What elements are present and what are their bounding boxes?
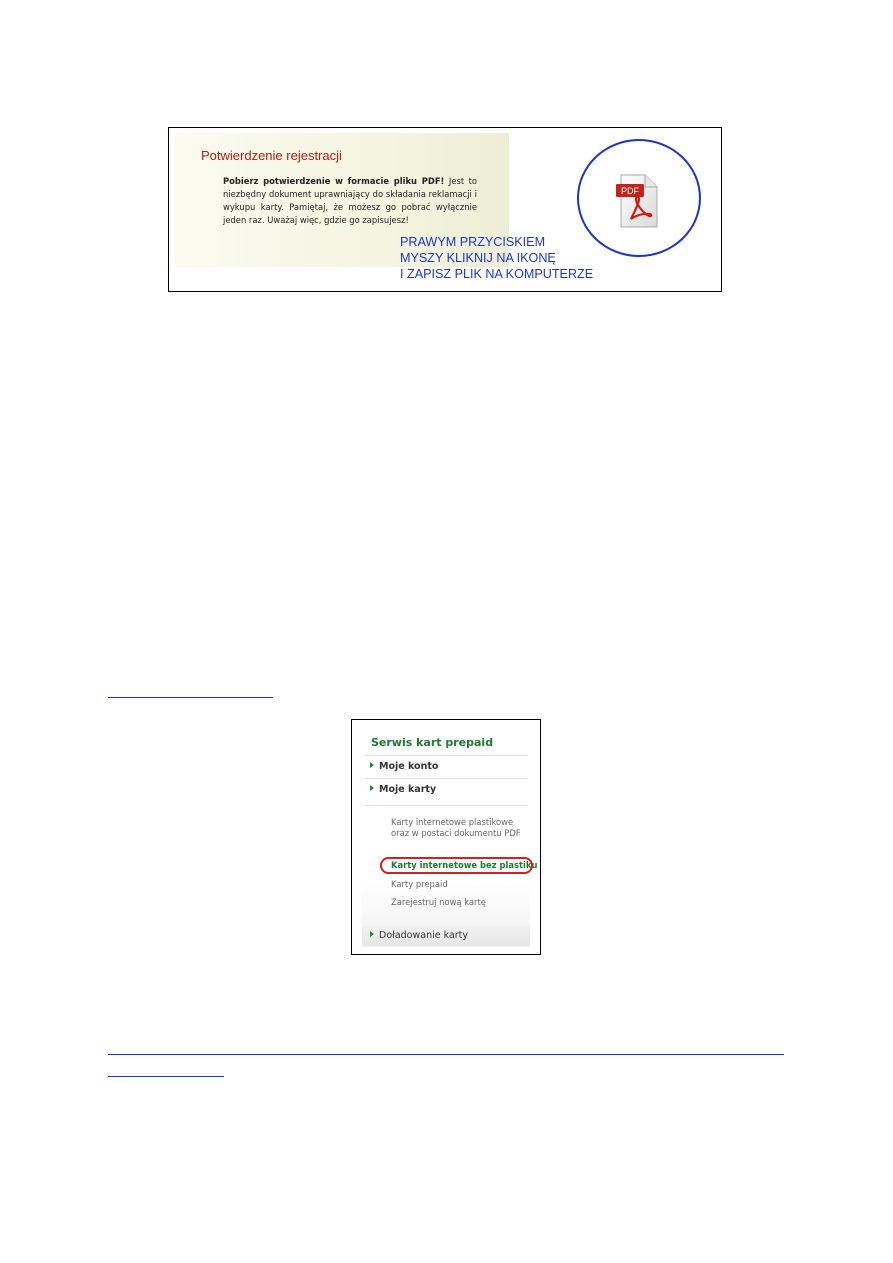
menu-item-label: Moje konto — [379, 761, 439, 772]
sub-item-prepaid-cards[interactable]: Karty prepaid — [391, 879, 448, 889]
pdf-file-icon[interactable] — [615, 173, 659, 229]
divider — [364, 755, 528, 756]
sub-item-plastic-cards[interactable]: Karty internetowe plastikowe — [391, 817, 514, 827]
menu-item-moje-karty[interactable] — [370, 784, 436, 795]
hyperlink-underline[interactable] — [108, 1076, 224, 1077]
instruction-text — [400, 234, 593, 282]
sub-item-plastic-cards-line2[interactable]: oraz w postaci dokumentu PDF — [391, 828, 521, 838]
sub-item-cards-without-plastic[interactable]: Karty internetowe bez plastiku — [391, 860, 538, 870]
menu-item-label: Moje karty — [379, 784, 437, 795]
sub-item-register-card[interactable]: Zarejestruj nową kartę — [391, 897, 486, 907]
divider — [364, 805, 528, 806]
highlight-oval — [380, 857, 533, 874]
registration-confirmation-figure — [168, 127, 722, 292]
divider — [364, 778, 528, 779]
arrow-right-icon — [370, 762, 374, 768]
panel-text-bold: Pobierz potwierdzenie w formacie pliku PDF! — [223, 176, 445, 186]
instruction-line: PRAWYM PRZYCISKIEM — [400, 235, 546, 249]
prepaid-menu-figure — [351, 719, 541, 955]
menu-title: Serwis kart prepaid — [371, 736, 494, 749]
hyperlink-underline[interactable] — [108, 697, 273, 698]
panel-text — [223, 175, 477, 227]
panel-text-rest: Jest to niezbędny dokument uprawniający do składania reklamacji i wykupu karty. Pamiętaj, że możesz go pobrać wyłącznie jeden raz. Uważaj więc, gdzie go zapisujesz! — [223, 176, 477, 225]
menu-item-top-up[interactable] — [370, 930, 468, 941]
arrow-right-icon — [370, 785, 374, 791]
instruction-line: MYSZY KLIKNIJ NA IKONĘ — [400, 251, 556, 265]
arrow-right-icon — [370, 931, 374, 937]
instruction-line: I ZAPISZ PLIK NA KOMPUTERZE — [400, 267, 594, 281]
pdf-badge-text: PDF — [621, 186, 639, 196]
panel-title: Potwierdzenie rejestracji — [201, 148, 342, 163]
hyperlink-underline[interactable] — [108, 1054, 784, 1055]
menu-item-label: Doładowanie karty — [379, 930, 469, 941]
menu-panel — [362, 727, 538, 947]
menu-item-moje-konto[interactable] — [370, 761, 438, 772]
